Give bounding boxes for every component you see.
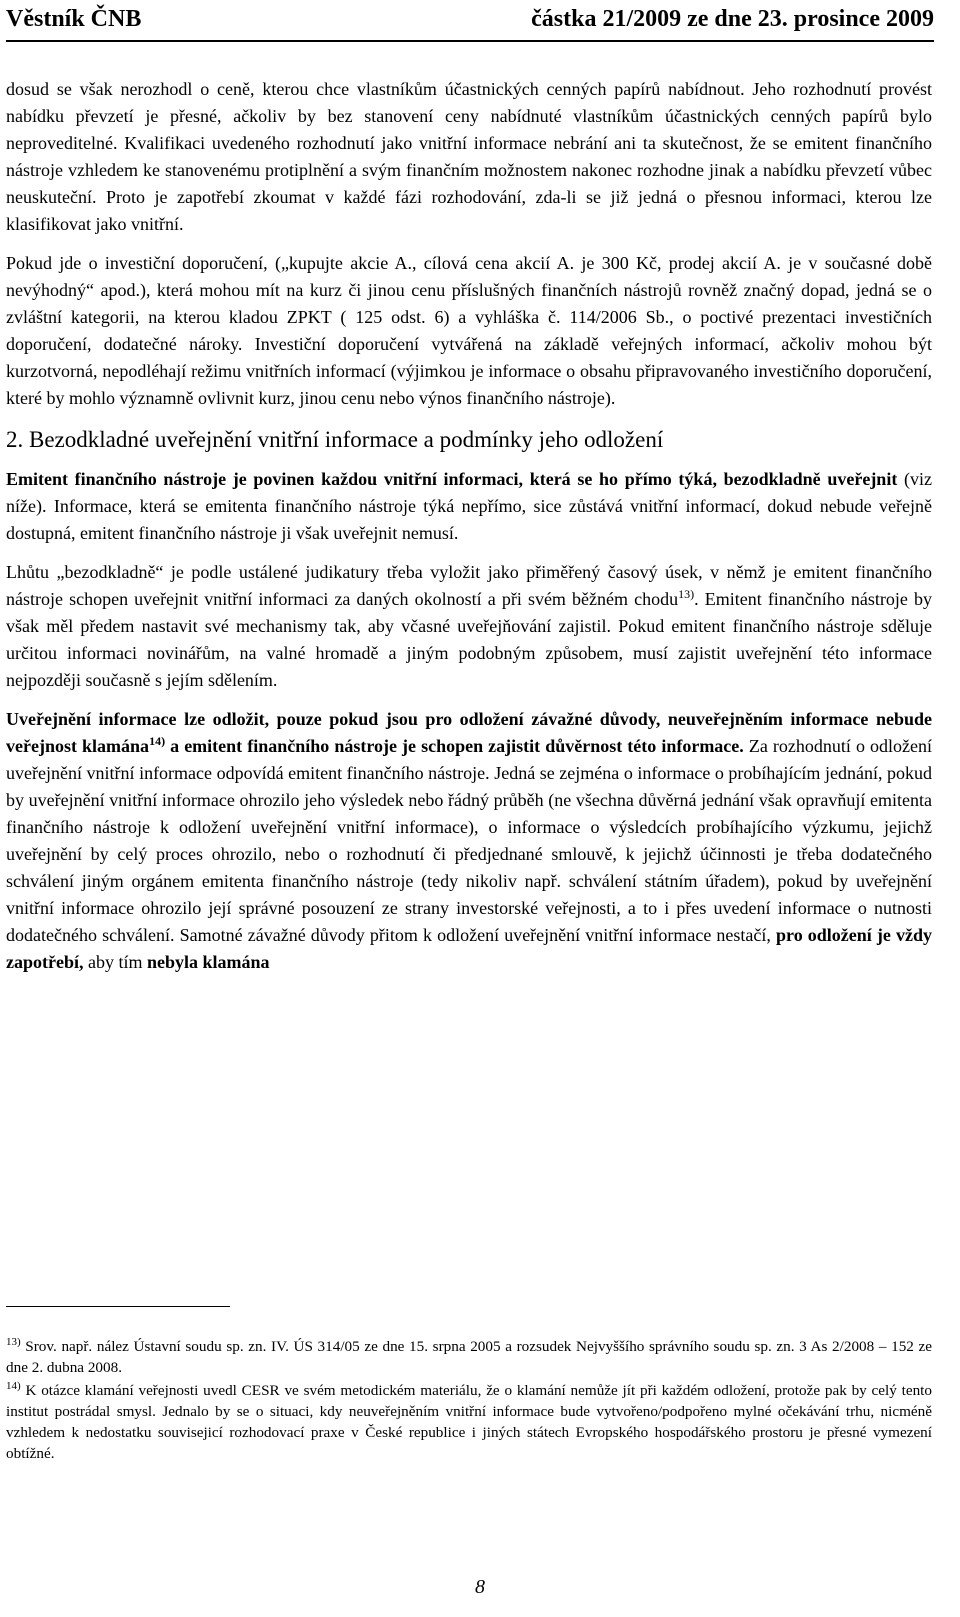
page-number: 8 [475, 1576, 485, 1598]
paragraph-3 [6, 466, 932, 547]
paragraph-3-rest: (viz níže). Informace, která se emitenta finančního nástroje týká nepřímo, sice zůstává vnitřní informací, dokud nebude veřejně dostupná, emitent finančního nástroje ji však uveřejnit nemusí. [6, 469, 933, 543]
paragraph-5-bold-4: nebyla klamána [146, 952, 270, 972]
paragraph-4-a: Lhůtu „bezodkladně“ je podle ustálené judikatury třeba vyložit jako přiměřený časový úsek, v němž je emitent finančního nástroje schopen uveřejnit vnitřní informaci za daných okolností a při svém běžném chodu [6, 562, 932, 609]
paragraph-1: dosud se však nerozhodl o ceně, kterou chce vlastníkům účastnických cenných papírů nabídnout. Jeho rozhodnutí provést nabídku převzetí je přesné, ačkoliv by bez stanovení ceny nabídnuté vlastníkům účastnických cenných papírů bylo neproveditelné. Kvalifikaci uvedeného rozhodnutí jako vnitřní informace nebrání ani ta skutečnost, že se emitent finančního nástroje vzhledem ke stanovenému protiplnění a svým finančním možnostem nakonec rozhodne jinak a nabídku převzetí vůbec neuskuteční. Proto je zapotřebí zkoumat v každé fázi rozhodování, zda-li se již jedná o přesnou informaci, kterou lze klasifikovat jako vnitřní. [6, 79, 932, 234]
paragraph-5-rest: Za rozhodnutí o odložení uveřejnění vnitřní informace odpovídá emitent finančního nástroje. Jedná se zejména o informace o probíhajícím jednání, pokud by uveřejnění vnitřní informace ohrozilo jeho výsledek nebo řádný průběh (ne všechna důvěrná jednání však opravňují emitenta finančního nástroje k odložení uveřejnění vnitřní informace), o informace o výsledcích probíhajícího výzkumu, jejichž uveřejnění by celý proces ohrozilo, nebo o rozhodnutí či předjednané smlouvě, k jejichž účinnosti je třeba dodatečného schválení jiným orgánem emitenta finančního nástroje (tedy nikoliv např. schválení státním úřadem), pokud by uveřejnění vnitřní informace ohrozilo její správné posouzení ze strany investorské veřejnosti, a to i přes uvedení informace o nutnosti dodatečného schválení. Samotné závažné důvody přitom k odložení uveřejnění vnitřní informace nestačí, [6, 736, 933, 945]
footnote-text: K otázce klamání veřejnosti uvedl CESR ve svém metodickém materiálu, že o klamání nemůže jít při každém odložení, protože pak by celý tento institut postrádal smysl. Jednalo by se o situaci, kdy neuveřejněním vnitřní informace bude vytvořeno/podpořeno mylné očekávání trhu, nicméně vzhledem k nedostatku souvisejicí rozhodovací praxe v České republice i jiných státech Evropského hospodářského prostoru je přesné vymezení obtížné. [6, 1382, 932, 1462]
paragraph-4-b: . Emitent finančního nástroje by však měl předem nastavit své mechanismy tak, aby včasné uveřejňování zajistil. Pokud emitent finančního nástroje sděluje určitou informaci novinářům, na valné hromadě a jiným podobným způsobem, musí zajistit uveřejnění této informace nejpozději současně s jejím sdělením. [6, 589, 932, 690]
journal-title: Věstník ČNB [6, 6, 142, 32]
footnote-marker: 13) [6, 1335, 21, 1348]
footnote-ref-14-label: 14) [149, 734, 166, 748]
footnotes [6, 1336, 932, 1466]
paragraph-5-bold-2: a emitent finančního nástroje je schopen zajistit důvěrnost této informace. [165, 736, 744, 756]
document-body [6, 76, 932, 976]
footnote-ref-13[interactable]: 13) [678, 587, 695, 601]
paragraph-5 [6, 706, 932, 976]
footnote-ref-14[interactable] [149, 734, 165, 748]
footnote-13 [6, 1336, 932, 1378]
paragraph-5-bold-3: pro odložení je vždy zapotřebí, [6, 925, 932, 972]
issue-info: částka 21/2009 ze dne 23. prosince 2009 [531, 6, 934, 32]
footnote-14 [6, 1380, 932, 1464]
paragraph-2: Pokud jde o investiční doporučení, („kupujte akcie A., cílová cena akcií A. je 300 Kč, prodej akcií A. je v současné době nevýhodný“ apod.), která mohou mít na kurz či jinou cenu příslušných finančních nástrojů rovněž značný dopad, jedná se o zvláštní kategorii, na kterou kladou ZPKT ( 125 odst. 6) a vyhláška č. 114/2006 Sb., o poctivé prezentaci investičních doporučení, dodatečné nároky. Investiční doporučení vytvářená na základě veřejných informací, ačkoliv mohou být kurzotvorná, nepodléhají režimu vnitřních informací (výjimkou je informace o obsahu připravovaného investičního doporučení, které by mohlo významně ovlivnit kurz, jinou cenu nebo výnos finančního nástroje). [6, 253, 932, 408]
page-header [6, 4, 934, 42]
footnote-text: Srov. např. nález Ústavní soudu sp. zn. IV. ÚS 314/05 ze dne 15. srpna 2005 a rozsudek Nejvyššího správního soudu sp. zn. 3 As 2/2008 – 152 ze dne 2. dubna 2008. [6, 1338, 932, 1376]
paragraph-4 [6, 559, 932, 694]
section-heading: 2. Bezodkladné uveřejnění vnitřní informace a podmínky jeho odložení [6, 427, 664, 452]
footnote-marker: 14) [6, 1379, 21, 1392]
footnote-separator [6, 1306, 230, 1307]
paragraph-3-bold: Emitent finančního nástroje je povinen každou vnitřní informaci, která se ho přímo týká, bezodkladně uveřejnit [6, 469, 898, 489]
paragraph-5-mid: aby tím [83, 952, 147, 972]
paragraph-5-bold-1: Uveřejnění informace lze odložit, pouze pokud jsou pro odložení závažné důvody, neuveřejněním informace nebude veřejnost klamána [6, 709, 932, 756]
